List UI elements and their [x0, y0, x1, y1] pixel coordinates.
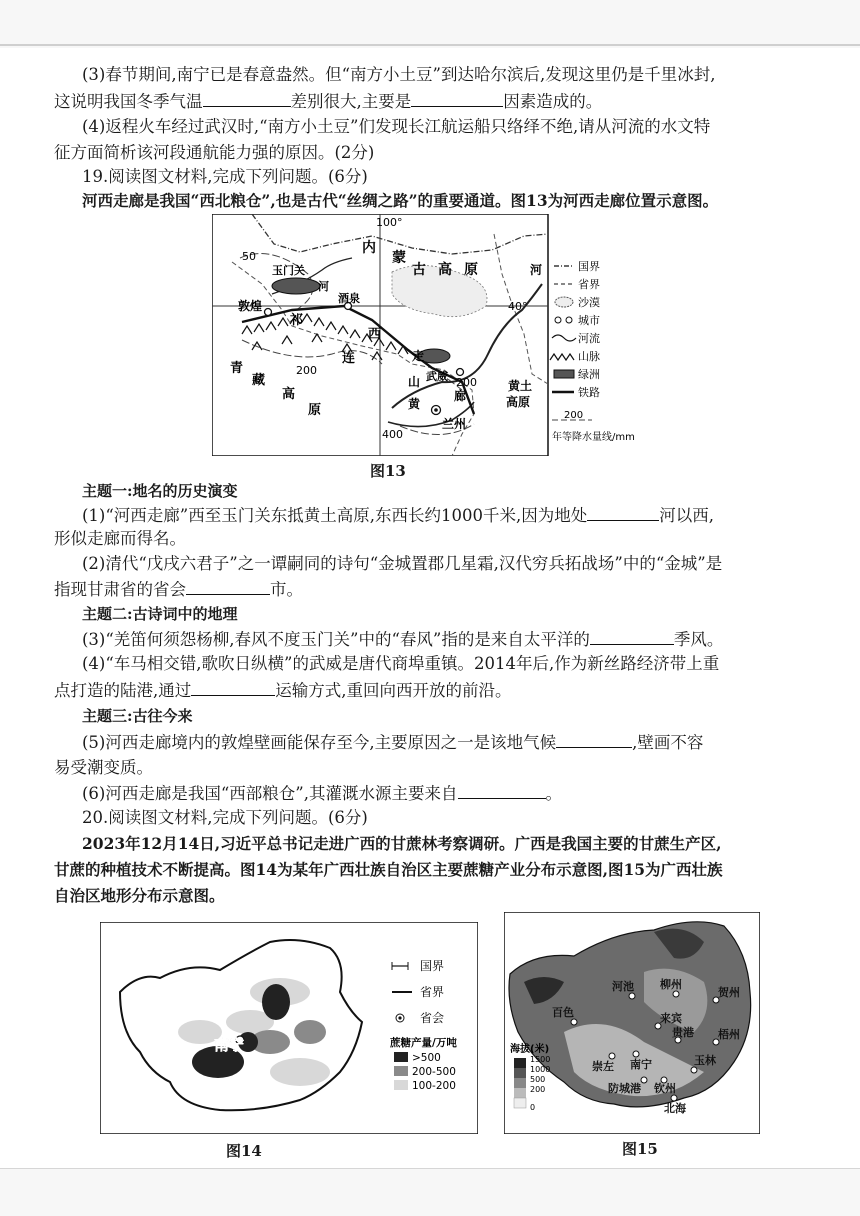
region-qingzang-3: 高 [282, 387, 296, 402]
legend-province: 省界 [578, 278, 600, 291]
q19-part6-line [82, 782, 562, 805]
q19-part5-line1 [82, 731, 703, 754]
q19-part2-text1: 指现甘肃省的省会 [54, 580, 186, 599]
q20-heading: 20.阅读图文材料,完成下列问题。(6分) [82, 808, 368, 827]
place-qi: 祁 [290, 313, 304, 328]
region-huangtu-2: 高原 [506, 395, 531, 409]
elevation-title: 海拔(米) [510, 1044, 550, 1055]
bottom-divider [0, 1168, 860, 1169]
place-river: 河 [318, 280, 329, 293]
place-lanzhou: 兰州 [442, 417, 467, 431]
answer-blank[interactable] [186, 578, 270, 595]
legend-class-mid: 200-500 [412, 1066, 456, 1078]
answer-blank[interactable] [590, 628, 674, 645]
city-laibin: 来宾 [660, 1012, 682, 1025]
legend-class-low: 100-200 [412, 1080, 456, 1092]
legend-city: 城市 [578, 314, 600, 327]
map-legend [550, 260, 635, 443]
city-fangchenggang: 防城港 [608, 1082, 641, 1095]
q19-part4-line2 [54, 679, 512, 702]
q19-part1-text1: (1)“河西走廊”西至玉门关东抵黄土高原,东西长约1000千米,因为地处 [82, 506, 588, 525]
legend-oasis: 绿洲 [578, 368, 600, 381]
q18-part3-line2 [54, 90, 602, 113]
figure-15-caption: 图15 [622, 1140, 658, 1158]
region-qingzang-4: 原 [308, 403, 322, 418]
city-wuzhou: 梧州 [718, 1028, 740, 1041]
q18-part3-text3: 因素造成的。 [503, 92, 603, 111]
q19-part5-text2: ,壁画不容 [632, 733, 704, 752]
region-huangtu-1: 黄土 [508, 379, 533, 393]
legend-title: 蔗糖产量/万吨 [390, 1037, 457, 1049]
figure-13-map [212, 214, 652, 456]
elev-0: 0 [530, 1103, 536, 1112]
latitude-label: 40° [508, 300, 528, 313]
answer-blank[interactable] [458, 782, 546, 799]
city-baise: 百色 [552, 1006, 574, 1019]
q20-intro-line1: 2023年12月14日,习近平总书记走进广西的甘蔗林考察调研。广西是我国主要的甘蔗生产区, [82, 834, 722, 853]
q19-intro: 河西走廊是我国“西北粮仓”,也是古代“丝绸之路”的重要通道。图13为河西走廊位置示意图。 [82, 191, 719, 210]
legend-railway: 铁路 [578, 386, 600, 399]
q19-part1-text2: 河以西, [659, 506, 714, 525]
legend-desert: 沙漠 [578, 296, 600, 309]
figure-13-caption: 图13 [370, 462, 406, 480]
q19-part1-line2: 形似走廊而得名。 [54, 529, 186, 548]
figure-15-map [504, 912, 760, 1134]
q19-part2-line1: (2)清代“戊戌六君子”之一谭嗣同的诗句“金城置郡几星霜,汉代穷兵拓战场”中的“金城”是 [82, 554, 723, 573]
theme-1-heading: 主题一:地名的历史演变 [82, 482, 238, 500]
q19-part1-line1 [82, 504, 714, 527]
q19-part5-text1: (5)河西走廊境内的敦煌壁画能保存至今,主要原因之一是该地气候 [82, 733, 557, 752]
isoline-label: 50 [242, 250, 256, 263]
q19-part5-line2: 易受潮变质。 [54, 758, 153, 777]
legend-national-border: 国界 [420, 959, 445, 973]
longitude-label: 100° [376, 216, 403, 229]
elev-500: 500 [530, 1075, 546, 1084]
theme-2-heading: 主题二:古诗词中的地理 [82, 605, 238, 623]
q18-part3-line1: (3)春节期间,南宁已是春意盎然。但“南方小土豆”到达哈尔滨后,发现这里仍是千里冰封, [82, 65, 716, 84]
q19-part2-text2: 市。 [270, 580, 303, 599]
legend-border: 国界 [578, 260, 600, 273]
q20-intro-line2: 甘蔗的种植技术不断提高。图14为某年广西壮族自治区主要蔗糖产业分布示意图,图15为广西壮族 [54, 860, 723, 879]
legend-provincial-border: 省界 [420, 985, 445, 999]
place-xi: 西 [368, 327, 382, 342]
legend-river: 河流 [578, 332, 600, 345]
elev-200: 200 [530, 1085, 546, 1094]
city-liuzhou: 柳州 [660, 978, 682, 991]
city-chongzuo: 崇左 [592, 1060, 614, 1073]
legend-capital: 省会 [420, 1011, 445, 1025]
region-neimenggu-2: 蒙 [392, 250, 406, 266]
city-hezhou: 贺州 [718, 986, 740, 999]
answer-blank[interactable] [587, 504, 659, 521]
place-dunhuang: 敦煌 [238, 299, 263, 313]
place-wuwei: 武威 [426, 370, 448, 383]
legend-mountain: 山脉 [578, 350, 600, 363]
region-neimenggu-3: 古 [412, 262, 426, 278]
label-nanning: 南宁 [214, 1036, 245, 1054]
legend-isoline: 年等降水量线/mm [552, 432, 635, 443]
top-divider [0, 44, 860, 46]
place-jiuquan: 酒泉 [338, 292, 360, 305]
region-qingzang-1: 青 [230, 361, 244, 376]
q19-part3-text1: (3)“羌笛何须怨杨柳,春风不度玉门关”中的“春风”指的是来自太平洋的 [82, 630, 590, 649]
q18-part3-text1: 这说明我国冬季气温 [54, 92, 203, 111]
q19-part4-text1: 点打造的陆港,通过 [54, 681, 192, 700]
q18-part3-text2: 差别很大,主要是 [290, 92, 412, 111]
region-qingzang-2: 藏 [252, 373, 266, 388]
isoline-label: 400 [382, 428, 403, 441]
answer-blank[interactable] [556, 731, 632, 748]
q19-part4-text2: 运输方式,重回向西开放的前沿。 [275, 681, 512, 700]
figure-14-caption: 图14 [226, 1142, 262, 1160]
answer-blank[interactable] [191, 679, 275, 696]
place-lian: 连 [342, 351, 356, 366]
place-lang: 廊 [454, 389, 467, 403]
place-shan: 山 [408, 375, 421, 389]
answer-blank[interactable] [203, 90, 291, 107]
city-nanning: 南宁 [630, 1058, 652, 1071]
figure-14-map [100, 922, 478, 1134]
isoline-label: 200 [296, 364, 317, 377]
q19-part6-text1: (6)河西走廊是我国“西部粮仓”,其灌溉水源主要来自 [82, 784, 458, 803]
place-huang: 黄 [408, 397, 421, 411]
elev-1000: 1000 [530, 1065, 551, 1074]
q19-part6-text2: 。 [545, 784, 562, 803]
region-neimenggu-4: 高 [438, 262, 452, 278]
city-hechi: 河池 [612, 980, 634, 993]
q18-part4-line2: 征方面简析该河段通航能力强的原因。(2分) [54, 143, 375, 162]
q19-part3-line [82, 628, 723, 651]
place-he: 河 [530, 263, 543, 277]
legend-isoline-value: 200 [564, 410, 584, 421]
place-zou: 走 [412, 349, 425, 363]
city-guigang: 贵港 [672, 1026, 694, 1039]
q18-part4-line1: (4)返程火车经过武汉时,“南方小土豆”们发现长江航运船只络绎不绝,请从河流的水文特 [82, 117, 711, 136]
region-neimenggu-1: 内 [362, 240, 376, 256]
city-yulin: 玉林 [694, 1054, 716, 1067]
q19-part2-line2 [54, 578, 303, 601]
city-beihai: 北海 [664, 1102, 686, 1115]
region-neimenggu-5: 原 [464, 262, 478, 278]
place-yumenguan: 玉门关 [272, 264, 305, 277]
theme-3-heading: 主题三:古往今来 [82, 707, 193, 725]
isoline-label: 200 [456, 376, 477, 389]
city-qinzhou: 钦州 [654, 1082, 676, 1095]
elev-1500: 1500 [530, 1055, 551, 1064]
legend-class-high: >500 [412, 1052, 441, 1064]
q19-heading: 19.阅读图文材料,完成下列问题。(6分) [82, 167, 368, 186]
q19-part4-line1: (4)“车马相交错,歌吹日纵横”的武威是唐代商埠重镇。2014年后,作为新丝路经济带上重 [82, 654, 720, 673]
q19-part3-text2: 季风。 [673, 630, 724, 649]
answer-blank[interactable] [411, 90, 503, 107]
q20-intro-line3: 自治区地形分布示意图。 [54, 886, 225, 905]
